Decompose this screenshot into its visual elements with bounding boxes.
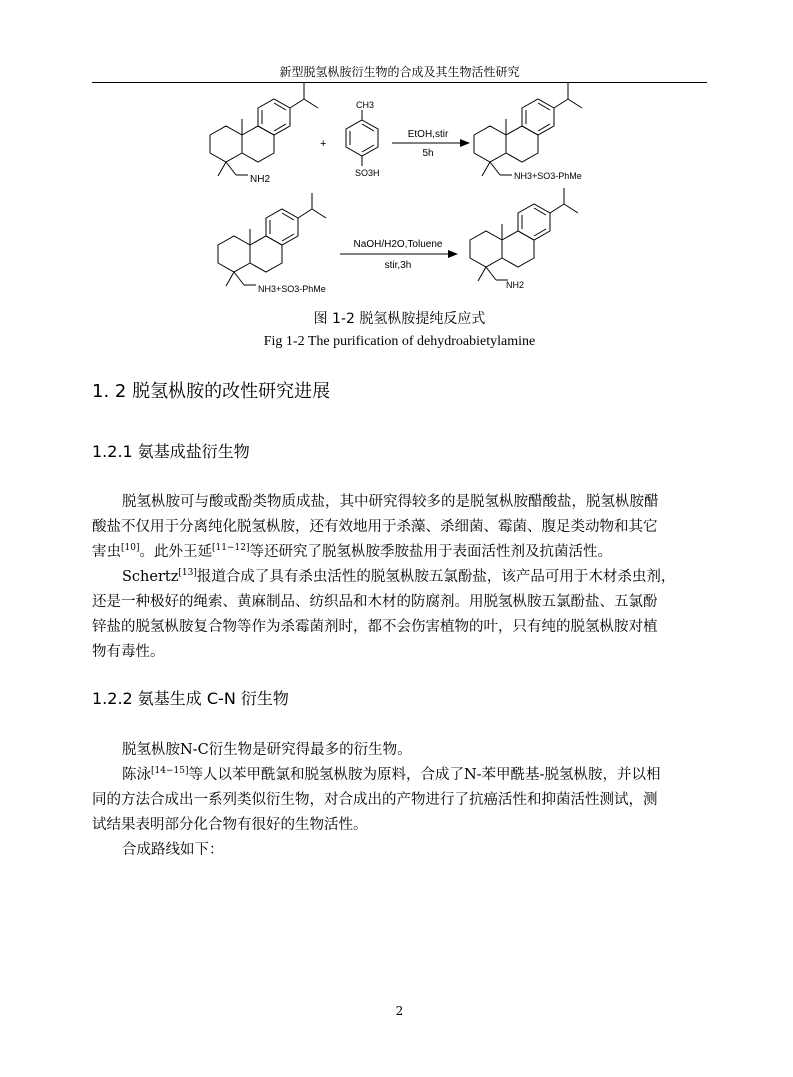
salt-label-1: NH3+SO3-PhMe [514, 171, 582, 181]
paragraph-4-line-1 [92, 763, 707, 788]
paragraph-5 [92, 838, 707, 863]
paragraph-4 [92, 763, 707, 838]
citation-13: [13] [178, 568, 197, 579]
paragraph-4-line-3: 试结果表明部分化合物有很好的生物活性。 [92, 817, 368, 833]
text-run: Schertz [122, 569, 179, 585]
text-run: 等还研究了脱氢枞胺季胺盐用于表面活性剂及抗菌活性。 [249, 544, 612, 560]
paragraph-1-line-1: 脱氢枞胺可与酸或酚类物质成盐，其中研究得较多的是脱氢枞胺醋酸盐，脱氢枞胺醋 [122, 494, 659, 510]
text-run: 报道合成了具有杀虫活性的脱氢枞胺五氯酚盐，该产品可用于木材杀虫剂， [196, 569, 676, 585]
section-heading: 1. 2 脱氢枞胺的改性研究进展 [92, 381, 331, 402]
condition-top-2: NaOH/H2O,Toluene [353, 239, 443, 250]
reaction-scheme-figure [0, 0, 793, 310]
amine-label-1: NH2 [250, 174, 271, 185]
subsection-heading-2: 1.2.2 氨基生成 C-N 衍生物 [92, 689, 289, 708]
condition-bottom-1: 5h [422, 148, 434, 159]
condition-bottom-2: stir,3h [384, 260, 412, 271]
paragraph-3 [92, 738, 707, 763]
ammonium-salt-structure-1 [474, 83, 582, 176]
figure-caption-en: Fig 1-2 The purification of dehydroabietylamine [263, 334, 536, 349]
citation-14-15: [14−15] [151, 766, 189, 777]
paragraph-4-line-2: 同的方法合成出一系列类似衍生物，对合成出的产物进行了抗癌活性和抑菌活性测试，测 [92, 792, 658, 808]
page-number: 2 [395, 1004, 404, 1018]
paragraph-2-line-3: 锌盐的脱氢枞胺复合物等作为杀霉菌剂时，都不会伤害植物的叶，只有纯的脱氢枞胺对植 [92, 619, 658, 635]
figure-caption-cn: 图 1-2 脱氢枞胺提纯反应式 [313, 311, 486, 327]
paragraph-1 [92, 490, 707, 565]
amine-label-2: NH2 [506, 280, 525, 290]
ammonium-salt-structure-2 [218, 193, 326, 286]
paragraph-2-line-1 [92, 565, 707, 590]
subsection-heading-1: 1.2.1 氨基成盐衍生物 [92, 442, 250, 461]
paragraph-1-line-3 [92, 540, 707, 565]
paragraph-1-line-2: 酸盐不仅用于分离纯化脱氢枞胺，还有效地用于杀藻、杀细菌、霉菌、腹足类动物和其它 [92, 519, 658, 535]
citation-11-12: [11−12] [211, 543, 250, 554]
text-run: 害虫 [92, 544, 121, 560]
text-run: 陈泳 [122, 767, 151, 783]
dehydroabietylamine-structure-1 [210, 83, 318, 176]
running-header: 新型脱氢枞胺衍生物的合成及其生物活性研究 [279, 65, 520, 79]
condition-top-1: EtOH,stir [407, 129, 449, 140]
text-run: 等人以苯甲酰氯和脱氢枞胺为原料，合成了N-苯甲酰基-脱氢枞胺，并以相 [188, 767, 661, 783]
dehydroabietylamine-structure-2 [470, 188, 578, 281]
text-run: 。此外王延 [139, 544, 212, 560]
salt-label-2: NH3+SO3-PhMe [258, 284, 326, 294]
toluenesulfonic-acid-structure [346, 110, 378, 166]
citation-10: [10] [121, 543, 140, 554]
methyl-label: CH3 [356, 100, 375, 110]
paragraph-2-line-2: 还是一种极好的绳索、黄麻制品、纺织品和木材的防腐剂。用脱氢枞胺五氯酚盐、五氯酚 [92, 594, 658, 610]
plus-sign: + [320, 138, 327, 150]
paragraph-2-line-4: 物有毒性。 [92, 644, 165, 660]
paragraph-5-line-1: 合成路线如下： [122, 842, 224, 858]
paragraph-3-line-1: 脱氢枞胺N-C衍生物是研究得最多的衍生物。 [122, 742, 412, 758]
sulfonic-acid-label: SO3H [355, 168, 380, 178]
paragraph-2 [92, 565, 707, 665]
